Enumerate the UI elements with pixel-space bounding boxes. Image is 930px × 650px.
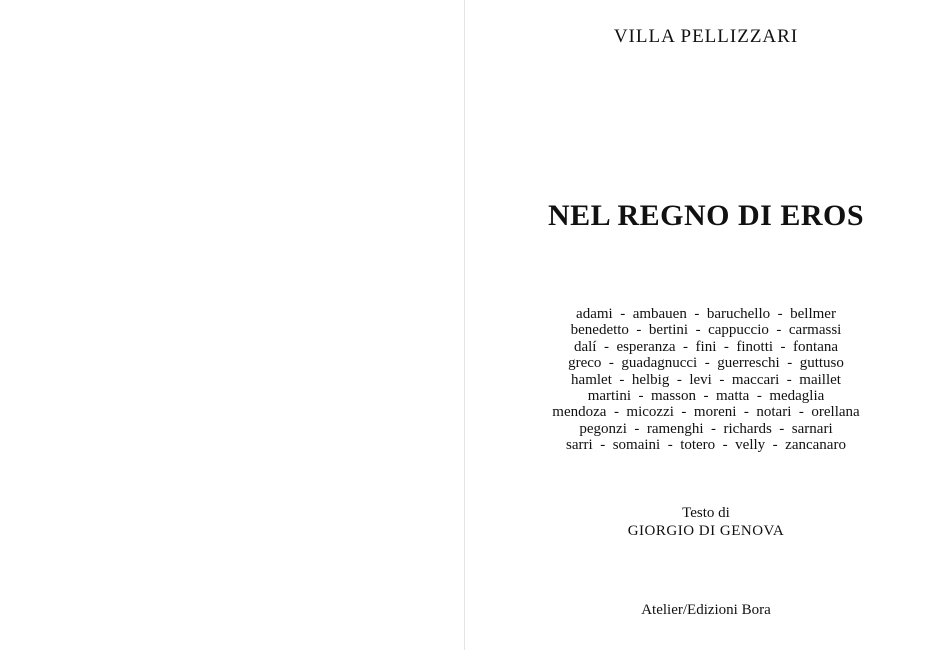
author-name: GIORGIO DI GENOVA: [627, 523, 785, 539]
artist-line: dalí - esperanza - fini - finotti - fontana: [573, 338, 839, 355]
artist-list: [465, 306, 930, 454]
artist-line: hamlet - helbig - levi - maccari - maillet: [571, 371, 841, 388]
artist-line: mendoza - micozzi - moreni - notari - orellana: [552, 404, 860, 421]
artist-line: adami - ambauen - baruchello - bellmer: [576, 306, 836, 322]
artist-line: benedetto - bertini - cappuccio - carmassi: [570, 322, 842, 339]
venue-title: VILLA PELLIZZARI: [613, 26, 799, 47]
exhibition-title: NEL REGNO DI EROS: [547, 199, 865, 232]
artist-line: martini - masson - matta - medaglia: [587, 388, 825, 405]
right-page: [465, 0, 930, 650]
artist-line: sarri - somaini - totero - velly - zancanaro: [566, 437, 846, 454]
text-by-label: Testo di: [682, 505, 730, 521]
artist-line: pegonzi - ramenghi - richards - sarnari: [579, 420, 833, 437]
publisher-name: Atelier/Edizioni Bora: [641, 602, 771, 618]
artist-line: greco - guadagnucci - guerreschi - guttuso: [568, 355, 844, 372]
left-page: [0, 0, 464, 650]
